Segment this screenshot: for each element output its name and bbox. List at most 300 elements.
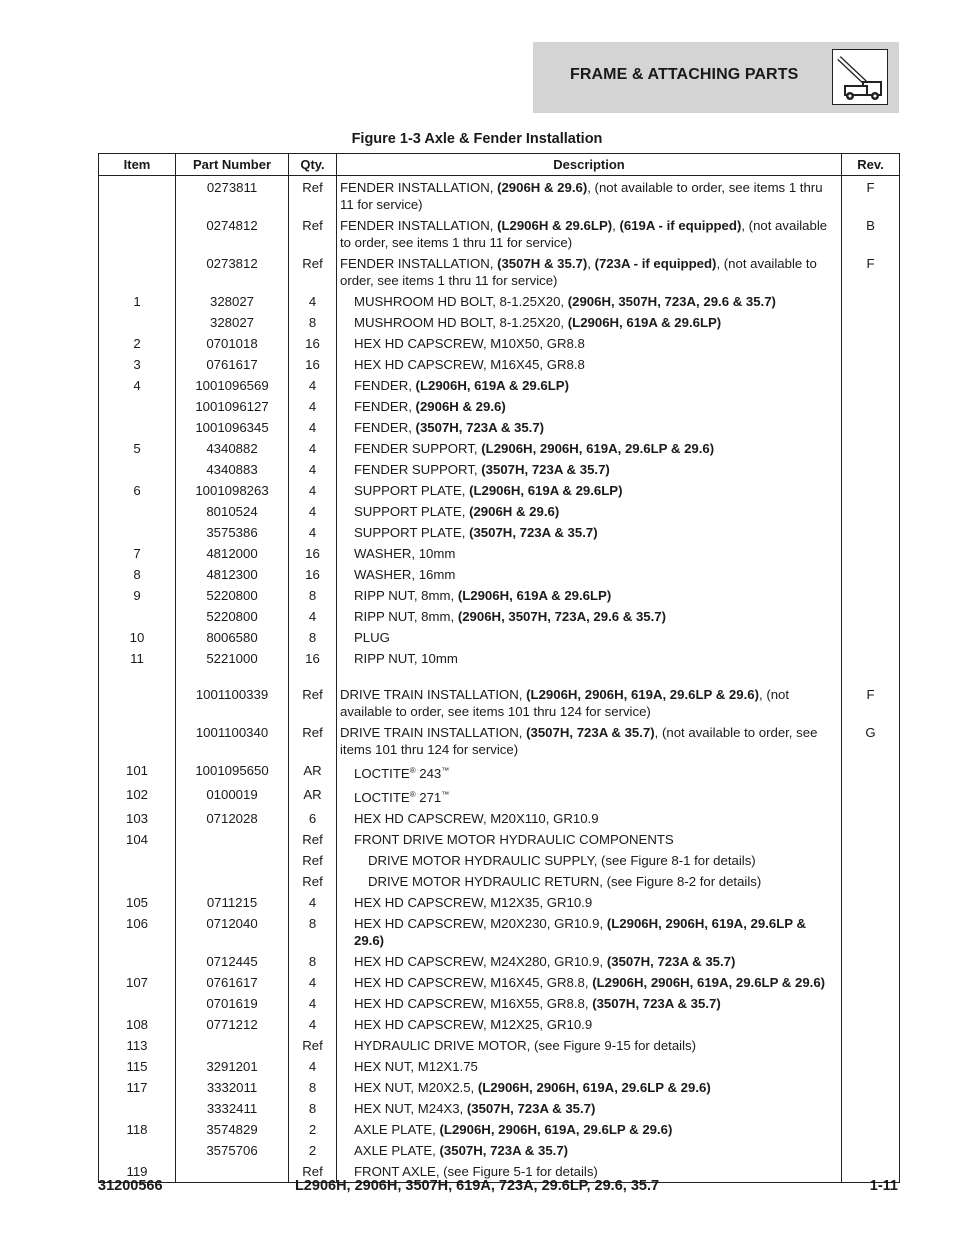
rev-cell xyxy=(842,951,900,972)
part-number-cell: 3574829 xyxy=(176,1119,289,1140)
description-cell xyxy=(337,312,842,333)
table-row xyxy=(99,993,900,1014)
table-row xyxy=(99,291,900,312)
part-number-cell: 0273811 xyxy=(176,176,289,216)
table-row xyxy=(99,501,900,522)
description-segment: RIPP NUT, 8mm, xyxy=(354,588,458,603)
item-cell xyxy=(99,684,176,722)
description-segment: HEX NUT, M24X3, xyxy=(354,1101,467,1116)
description-segment: HEX HD CAPSCREW, M20X230, GR10.9, xyxy=(354,916,607,931)
rev-cell xyxy=(842,1140,900,1161)
rev-cell xyxy=(842,333,900,354)
part-number-cell: 8010524 xyxy=(176,501,289,522)
column-header-item: Item xyxy=(99,154,176,176)
qty-cell: 4 xyxy=(289,892,337,913)
item-cell: 4 xyxy=(99,375,176,396)
description-cell xyxy=(337,1056,842,1077)
rev-cell xyxy=(842,312,900,333)
description-cell xyxy=(337,784,842,808)
qty-cell: Ref xyxy=(289,176,337,216)
qty-cell: 4 xyxy=(289,459,337,480)
item-cell xyxy=(99,1140,176,1161)
rev-cell: F xyxy=(842,684,900,722)
part-number-cell: 3332011 xyxy=(176,1077,289,1098)
item-cell: 115 xyxy=(99,1056,176,1077)
qty-cell: 8 xyxy=(289,913,337,951)
rev-cell xyxy=(842,760,900,784)
description-cell xyxy=(337,375,842,396)
description-segment: FRONT DRIVE MOTOR HYDRAULIC COMPONENTS xyxy=(354,832,674,847)
description-text xyxy=(340,1121,838,1138)
description-segment: , (not available to order, see items 1 thru 11 for service) xyxy=(340,218,828,250)
description-segment: WASHER, 16mm xyxy=(354,567,456,582)
description-cell xyxy=(337,684,842,722)
rev-cell xyxy=(842,459,900,480)
qty-cell: 8 xyxy=(289,951,337,972)
part-number-cell: 1001100339 xyxy=(176,684,289,722)
description-segment: HEX HD CAPSCREW, M16X45, GR8.8, xyxy=(354,975,593,990)
qty-cell: 8 xyxy=(289,312,337,333)
description-models-text: (L2906H, 619A & 29.6LP) xyxy=(457,588,612,603)
description-cell xyxy=(337,993,842,1014)
qty-cell: 4 xyxy=(289,480,337,501)
qty-cell: Ref xyxy=(289,829,337,850)
description-cell xyxy=(337,396,842,417)
description-text xyxy=(340,974,838,991)
rev-cell: G xyxy=(842,722,900,760)
description-segment: SUPPORT PLATE, xyxy=(354,504,470,519)
item-cell xyxy=(99,850,176,871)
description-text xyxy=(340,398,838,415)
rev-cell xyxy=(842,585,900,606)
rev-cell xyxy=(842,438,900,459)
item-cell: 10 xyxy=(99,627,176,648)
item-cell: 103 xyxy=(99,808,176,829)
description-segment: DRIVE TRAIN INSTALLATION, xyxy=(340,687,527,702)
table-row xyxy=(99,1119,900,1140)
description-segment: MUSHROOM HD BOLT, 8-1.25X20, xyxy=(354,294,568,309)
description-segment: FENDER, xyxy=(354,420,416,435)
description-segment: DRIVE MOTOR HYDRAULIC SUPPLY, (see Figure 8-1 for details) xyxy=(368,853,756,868)
description-text xyxy=(340,218,827,250)
qty-cell: Ref xyxy=(289,1035,337,1056)
description-segment: 271 xyxy=(415,790,442,805)
description-text xyxy=(340,915,838,949)
description-cell xyxy=(337,333,842,354)
qty-cell: Ref xyxy=(289,253,337,291)
item-cell: 5 xyxy=(99,438,176,459)
rev-cell xyxy=(842,850,900,871)
description-cell xyxy=(337,892,842,913)
description-text xyxy=(340,995,838,1012)
item-cell: 104 xyxy=(99,829,176,850)
rev-cell xyxy=(842,1056,900,1077)
description-segment: ™ xyxy=(441,766,450,775)
description-segment: WASHER, 10mm xyxy=(354,546,456,561)
part-number-cell: 3332411 xyxy=(176,1098,289,1119)
description-cell xyxy=(337,354,842,375)
description-text xyxy=(340,377,838,394)
table-cell xyxy=(99,669,176,684)
table-row xyxy=(99,760,900,784)
part-number-cell: 328027 xyxy=(176,312,289,333)
description-cell xyxy=(337,1035,842,1056)
rev-cell xyxy=(842,522,900,543)
qty-cell: 8 xyxy=(289,1098,337,1119)
part-number-cell: 0100019 xyxy=(176,784,289,808)
description-models-text: (723A - if equipped) xyxy=(594,256,717,271)
description-text xyxy=(340,482,838,499)
description-models-text: (3507H, 723A & 35.7) xyxy=(481,462,610,477)
qty-cell: 16 xyxy=(289,543,337,564)
qty-cell: Ref xyxy=(289,722,337,760)
description-text xyxy=(340,762,838,782)
description-segment: DRIVE TRAIN INSTALLATION, xyxy=(340,725,527,740)
rev-cell xyxy=(842,354,900,375)
description-cell xyxy=(337,972,842,993)
description-models-text: (L2906H, 619A & 29.6LP) xyxy=(415,378,569,393)
item-cell: 105 xyxy=(99,892,176,913)
description-text xyxy=(340,687,789,719)
qty-cell: Ref xyxy=(289,850,337,871)
table-row xyxy=(99,1014,900,1035)
description-cell xyxy=(337,459,842,480)
qty-cell: 16 xyxy=(289,354,337,375)
table-row xyxy=(99,684,900,722)
qty-cell: 8 xyxy=(289,585,337,606)
description-text xyxy=(340,725,817,757)
table-row xyxy=(99,722,900,760)
part-number-cell: 5220800 xyxy=(176,606,289,627)
item-cell xyxy=(99,993,176,1014)
description-models-text: (3507H, 723A & 35.7) xyxy=(606,954,736,969)
description-segment: FENDER INSTALLATION, xyxy=(340,218,498,233)
table-row xyxy=(99,312,900,333)
description-segment: FENDER, xyxy=(354,378,416,393)
description-text xyxy=(340,503,838,520)
rev-cell xyxy=(842,501,900,522)
description-cell xyxy=(337,1140,842,1161)
description-models-text: (2906H & 29.6) xyxy=(469,504,560,519)
description-segment: SUPPORT PLATE, xyxy=(354,483,470,498)
part-number-cell: 3575386 xyxy=(176,522,289,543)
item-cell: 113 xyxy=(99,1035,176,1056)
description-segment: MUSHROOM HD BOLT, 8-1.25X20, xyxy=(354,315,568,330)
item-cell xyxy=(99,501,176,522)
description-text xyxy=(340,440,838,457)
item-cell: 6 xyxy=(99,480,176,501)
description-segment: , xyxy=(612,218,620,233)
description-models-text: (L2906H, 2906H, 619A, 29.6LP & 29.6) xyxy=(439,1122,673,1137)
table-cell xyxy=(176,669,289,684)
part-number-cell: 3575706 xyxy=(176,1140,289,1161)
description-text xyxy=(340,650,838,667)
description-cell xyxy=(337,176,842,216)
description-text xyxy=(340,608,838,625)
rev-cell xyxy=(842,648,900,669)
item-cell: 3 xyxy=(99,354,176,375)
description-cell xyxy=(337,215,842,253)
description-segment: 243 xyxy=(415,766,442,781)
qty-cell: 4 xyxy=(289,972,337,993)
table-row xyxy=(99,648,900,669)
rev-cell xyxy=(842,913,900,951)
description-models-text: (3507H & 35.7) xyxy=(497,256,588,271)
part-number-cell xyxy=(176,850,289,871)
part-number-cell: 1001096127 xyxy=(176,396,289,417)
item-cell: 1 xyxy=(99,291,176,312)
part-number-cell: 1001096569 xyxy=(176,375,289,396)
description-cell xyxy=(337,1077,842,1098)
item-cell xyxy=(99,312,176,333)
item-cell xyxy=(99,1098,176,1119)
description-models-text: (2906H, 3507H, 723A, 29.6 & 35.7) xyxy=(457,609,667,624)
rev-cell xyxy=(842,627,900,648)
table-row xyxy=(99,459,900,480)
description-models-text: (619A - if equipped) xyxy=(619,218,742,233)
description-segment: HEX NUT, M20X2.5, xyxy=(354,1080,478,1095)
qty-cell: 4 xyxy=(289,501,337,522)
part-number-cell: 4340882 xyxy=(176,438,289,459)
part-number-cell: 0712445 xyxy=(176,951,289,972)
description-segment: HEX HD CAPSCREW, M10X50, GR8.8 xyxy=(354,336,585,351)
table-spacer-row xyxy=(99,669,900,684)
qty-cell: 4 xyxy=(289,1014,337,1035)
table-row xyxy=(99,627,900,648)
description-cell xyxy=(337,606,842,627)
description-segment: , (not available to order, see items 101 thru 124 for service) xyxy=(340,687,790,719)
description-text xyxy=(340,953,838,970)
description-segment: HEX NUT, M12X1.75 xyxy=(354,1059,478,1074)
item-cell xyxy=(99,253,176,291)
rev-cell xyxy=(842,784,900,808)
table-row xyxy=(99,543,900,564)
description-segment: HEX HD CAPSCREW, M24X280, GR10.9, xyxy=(354,954,607,969)
description-text xyxy=(340,419,838,436)
table-row xyxy=(99,1098,900,1119)
description-cell xyxy=(337,760,842,784)
description-segment: HEX HD CAPSCREW, M16X45, GR8.8 xyxy=(354,357,585,372)
table-row xyxy=(99,215,900,253)
table-row xyxy=(99,585,900,606)
qty-cell: 2 xyxy=(289,1140,337,1161)
description-cell xyxy=(337,648,842,669)
table-row xyxy=(99,564,900,585)
qty-cell: 6 xyxy=(289,808,337,829)
rev-cell xyxy=(842,480,900,501)
column-header-rev: Rev. xyxy=(842,154,900,176)
description-cell xyxy=(337,722,842,760)
item-cell: 117 xyxy=(99,1077,176,1098)
part-number-cell xyxy=(176,1035,289,1056)
description-text xyxy=(340,786,838,806)
part-number-cell: 8006580 xyxy=(176,627,289,648)
description-text xyxy=(340,894,838,911)
description-segment: HEX HD CAPSCREW, M20X110, GR10.9 xyxy=(354,811,599,826)
item-cell: 118 xyxy=(99,1119,176,1140)
description-segment: FENDER INSTALLATION, xyxy=(340,180,498,195)
description-text xyxy=(340,873,838,890)
description-segment: FENDER SUPPORT, xyxy=(354,462,482,477)
rev-cell xyxy=(842,564,900,585)
description-cell xyxy=(337,1098,842,1119)
table-row xyxy=(99,438,900,459)
qty-cell: 4 xyxy=(289,993,337,1014)
table-row xyxy=(99,913,900,951)
rev-cell: F xyxy=(842,176,900,216)
qty-cell: 4 xyxy=(289,606,337,627)
description-segment: AXLE PLATE, xyxy=(354,1143,440,1158)
part-number-cell xyxy=(176,829,289,850)
table-cell xyxy=(337,669,842,684)
rev-cell xyxy=(842,1098,900,1119)
description-text xyxy=(340,545,838,562)
item-cell xyxy=(99,522,176,543)
part-number-cell: 4812300 xyxy=(176,564,289,585)
qty-cell: 16 xyxy=(289,333,337,354)
item-cell: 8 xyxy=(99,564,176,585)
part-number-cell: 0273812 xyxy=(176,253,289,291)
rev-cell xyxy=(842,993,900,1014)
rev-cell xyxy=(842,543,900,564)
description-segment: DRIVE MOTOR HYDRAULIC RETURN, (see Figure 8-2 for details) xyxy=(368,874,762,889)
rev-cell xyxy=(842,1077,900,1098)
part-number-cell: 1001096345 xyxy=(176,417,289,438)
item-cell: 7 xyxy=(99,543,176,564)
description-cell xyxy=(337,585,842,606)
description-segment: FRONT AXLE, (see Figure 5-1 for details) xyxy=(354,1164,598,1179)
qty-cell: Ref xyxy=(289,215,337,253)
description-text xyxy=(340,461,838,478)
qty-cell: 16 xyxy=(289,648,337,669)
part-number-cell: 0771212 xyxy=(176,1014,289,1035)
qty-cell: 4 xyxy=(289,1056,337,1077)
rev-cell xyxy=(842,1014,900,1035)
part-number-cell: 0711215 xyxy=(176,892,289,913)
item-cell: 108 xyxy=(99,1014,176,1035)
description-segment: HEX HD CAPSCREW, M16X55, GR8.8, xyxy=(354,996,593,1011)
description-text xyxy=(340,293,838,310)
part-number-cell: 1001100340 xyxy=(176,722,289,760)
description-text xyxy=(340,1100,838,1117)
item-cell xyxy=(99,459,176,480)
item-cell: 101 xyxy=(99,760,176,784)
qty-cell: 8 xyxy=(289,1077,337,1098)
description-cell xyxy=(337,1014,842,1035)
qty-cell: 4 xyxy=(289,396,337,417)
item-cell xyxy=(99,396,176,417)
item-cell xyxy=(99,215,176,253)
rev-cell: B xyxy=(842,215,900,253)
description-text xyxy=(340,1079,838,1096)
description-cell xyxy=(337,850,842,871)
description-cell xyxy=(337,417,842,438)
part-number-cell: 0712028 xyxy=(176,808,289,829)
description-models-text: (L2906H, 2906H, 619A, 29.6LP & 29.6) xyxy=(592,975,826,990)
description-cell xyxy=(337,480,842,501)
part-number-cell: 0761617 xyxy=(176,972,289,993)
description-text xyxy=(340,256,817,288)
description-text xyxy=(340,566,838,583)
description-segment: HEX HD CAPSCREW, M12X25, GR10.9 xyxy=(354,1017,593,1032)
description-models-text: (3507H, 723A & 35.7) xyxy=(526,725,655,740)
description-text xyxy=(340,629,838,646)
description-segment: LOCTITE xyxy=(354,790,410,805)
rev-cell xyxy=(842,972,900,993)
description-segment: , (not available to order, see items 1 thru 11 for service) xyxy=(340,256,817,288)
qty-cell: Ref xyxy=(289,1161,337,1183)
table-row xyxy=(99,253,900,291)
rev-cell xyxy=(842,871,900,892)
description-segment: SUPPORT PLATE, xyxy=(354,525,470,540)
table-row xyxy=(99,972,900,993)
description-cell xyxy=(337,627,842,648)
qty-cell: 2 xyxy=(289,1119,337,1140)
table-row xyxy=(99,871,900,892)
description-text xyxy=(340,810,838,827)
part-number-cell: 3291201 xyxy=(176,1056,289,1077)
description-text xyxy=(340,335,838,352)
table-row xyxy=(99,1035,900,1056)
description-text xyxy=(340,180,823,212)
table-row xyxy=(99,784,900,808)
description-text xyxy=(340,852,838,869)
description-text xyxy=(340,1037,838,1054)
description-cell xyxy=(337,871,842,892)
description-text xyxy=(340,314,838,331)
rev-cell xyxy=(842,291,900,312)
machine-icon xyxy=(832,49,888,105)
description-segment: LOCTITE xyxy=(354,766,410,781)
rev-cell xyxy=(842,829,900,850)
description-models-text: (L2906H, 2906H, 619A, 29.6LP & 29.6) xyxy=(354,916,807,948)
description-text xyxy=(340,1058,838,1075)
item-cell: 119 xyxy=(99,1161,176,1183)
rev-cell xyxy=(842,1035,900,1056)
rev-cell xyxy=(842,892,900,913)
description-models-text: (2906H & 29.6) xyxy=(415,399,506,414)
table-row xyxy=(99,417,900,438)
part-number-cell: 0701018 xyxy=(176,333,289,354)
description-models-text: (L2906H, 619A & 29.6LP) xyxy=(567,315,722,330)
table-row xyxy=(99,480,900,501)
item-cell: 2 xyxy=(99,333,176,354)
table-row xyxy=(99,892,900,913)
part-number-cell: 1001098263 xyxy=(176,480,289,501)
parts-table-body xyxy=(99,176,900,1183)
description-segment: ™ xyxy=(441,790,450,799)
rev-cell xyxy=(842,375,900,396)
description-models-text: (L2906H, 2906H, 619A, 29.6LP & 29.6) xyxy=(526,687,759,702)
description-cell xyxy=(337,808,842,829)
description-models-text: (3507H, 723A & 35.7) xyxy=(469,525,598,540)
table-row xyxy=(99,375,900,396)
table-row xyxy=(99,176,900,216)
description-text xyxy=(340,524,838,541)
rev-cell xyxy=(842,606,900,627)
description-models-text: (L2906H & 29.6LP) xyxy=(497,218,613,233)
description-models-text: (L2906H, 619A & 29.6LP) xyxy=(469,483,623,498)
parts-table xyxy=(98,153,900,1183)
item-cell xyxy=(99,417,176,438)
description-segment: PLUG xyxy=(354,630,390,645)
description-text xyxy=(340,1142,838,1159)
description-segment: HEX HD CAPSCREW, M12X35, GR10.9 xyxy=(354,895,593,910)
description-cell xyxy=(337,291,842,312)
description-segment: ® xyxy=(409,790,416,799)
item-cell: 11 xyxy=(99,648,176,669)
description-models-text: (3507H, 723A & 35.7) xyxy=(415,420,545,435)
